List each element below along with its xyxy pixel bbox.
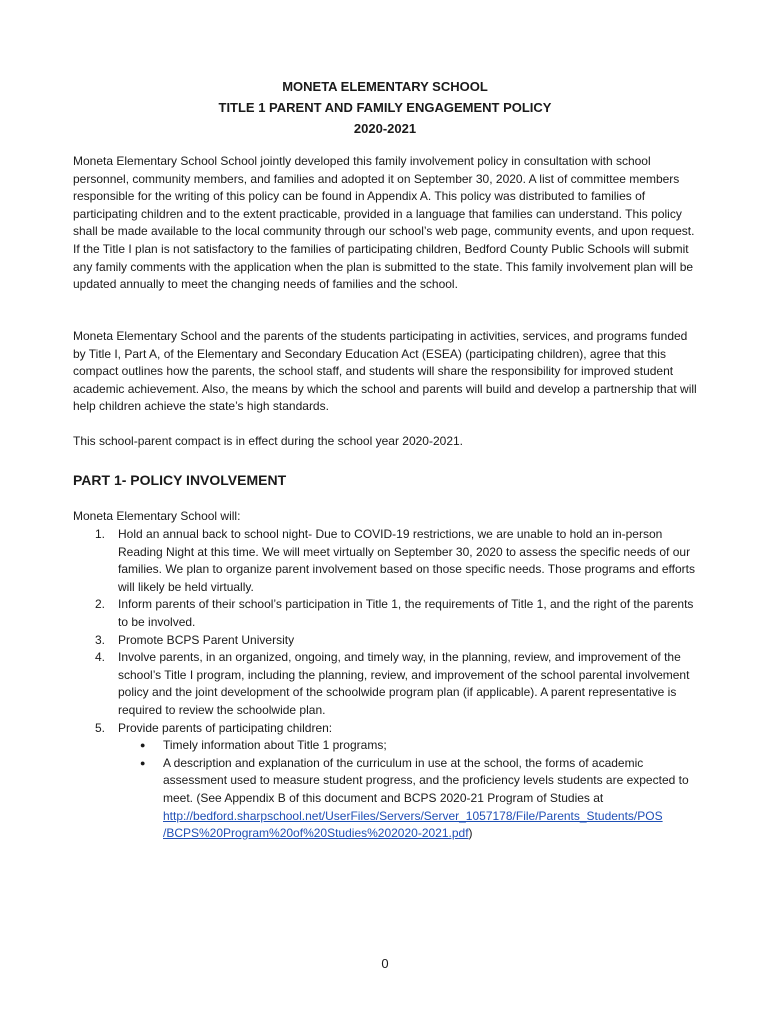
closing-paren: ) (468, 826, 473, 841)
list-item-text: Inform parents of their school’s participation in Title 1, the requirements of Title 1, and the right of the parents to be involved. (118, 597, 694, 629)
school-year-heading: 2020-2021 (353, 121, 417, 136)
list-item (73, 526, 697, 596)
program-of-studies-link[interactable] (163, 809, 663, 841)
part1-heading: PART 1- POLICY INVOLVEMENT (73, 472, 287, 488)
policy-title-heading: TITLE 1 PARENT AND FAMILY ENGAGEMENT POLICY (218, 100, 552, 115)
list-item-number: 5. (95, 720, 106, 735)
policy-development-paragraph: Moneta Elementary School School jointly developed this family involvement policy in consultation with school personnel, community members, and families and adopted it on September 30, 2020. A list of committee members responsible for the writing of this policy can be found in Appendix A. This policy was distributed to families of participating children and to the extent practicable, provided in a language that families can understand. This policy shall be made available to the local community through our school’s web page, community events, and upon request. If the Title I plan is not satisfactory to the families of participating children, Bedford County Public Schools will submit any family comments with the application when the plan is submitted to the state. This family involvement plan will be updated annually to meet the changing needs of families and the school. (73, 154, 695, 292)
list-item-number: 1. (95, 527, 106, 541)
link-text-line2[interactable]: /BCPS%20Program%20of%20Studies%202020-2021.pdf (163, 826, 469, 841)
document-header (0, 76, 770, 139)
bullet-icon: ● (140, 757, 146, 768)
compact-paragraph: Moneta Elementary School and the parents of the students participating in activities, services, and programs funded by Title I, Part A, of the Elementary and Secondary Education Act (ESEA) (participating children), agree that this compact outlines how the parents, the school staff, and students will share the responsibility for improved student academic achievement. Also, the means by which the school and parents will build and develop a partnership that will help children achieve the state’s high standards. (73, 329, 697, 414)
sublist-item-text: A description and explanation of the curriculum in use at the school, the forms of academic assessment used to measure student progress, and the proficiency levels students are expected to meet. (See Appendix B of this document and BCPS 2020-21 Program of Studies at (163, 755, 689, 805)
bulleted-sublist (118, 737, 697, 843)
link-text-line1[interactable]: http://bedford.sharpschool.net/UserFiles/Servers/Server_1057178/File/Parents_Students/POS (163, 808, 663, 823)
list-item (73, 649, 697, 719)
sublist-item (118, 755, 697, 843)
bullet-icon: ● (140, 740, 146, 751)
list-item-number: 4. (95, 650, 106, 665)
page-number: 0 (381, 956, 389, 971)
list-item-text: Involve parents, in an organized, ongoing, and timely way, in the planning, review, and improvement of the school’s Title I program, including the planning, review, and improvement of the school parental involvement policy and the joint development of the schoolwide program plan (if applicable). A parent representative is required to review the schoolwide plan. (118, 650, 690, 717)
list-item (73, 596, 697, 631)
list-item-text: Provide parents of participating children: (118, 720, 333, 735)
sublist-item (118, 737, 697, 755)
sublist-item-text: Timely information about Title 1 programs; (163, 738, 387, 753)
list-item-number: 2. (95, 597, 106, 612)
policy-numbered-list (73, 526, 697, 843)
list-item-number: 3. (95, 632, 106, 647)
effective-dates-paragraph: This school-parent compact is in effect during the school year 2020-2021. (73, 434, 463, 448)
part1-intro: Moneta Elementary School will: (73, 509, 241, 523)
list-item (73, 632, 697, 650)
list-item-text: Hold an annual back to school night- Due to COVID-19 restrictions, we are unable to hold an in-person Reading Night at this time. We will meet virtually on September 30, 2020 to assess the specific needs of our families. We plan to organize parent involvement based on those specific needs. Those programs and efforts will likely be held virtually. (118, 527, 695, 594)
list-item (73, 720, 697, 843)
school-name-heading: MONETA ELEMENTARY SCHOOL (282, 79, 488, 94)
list-item-text: Promote BCPS Parent University (118, 632, 295, 647)
